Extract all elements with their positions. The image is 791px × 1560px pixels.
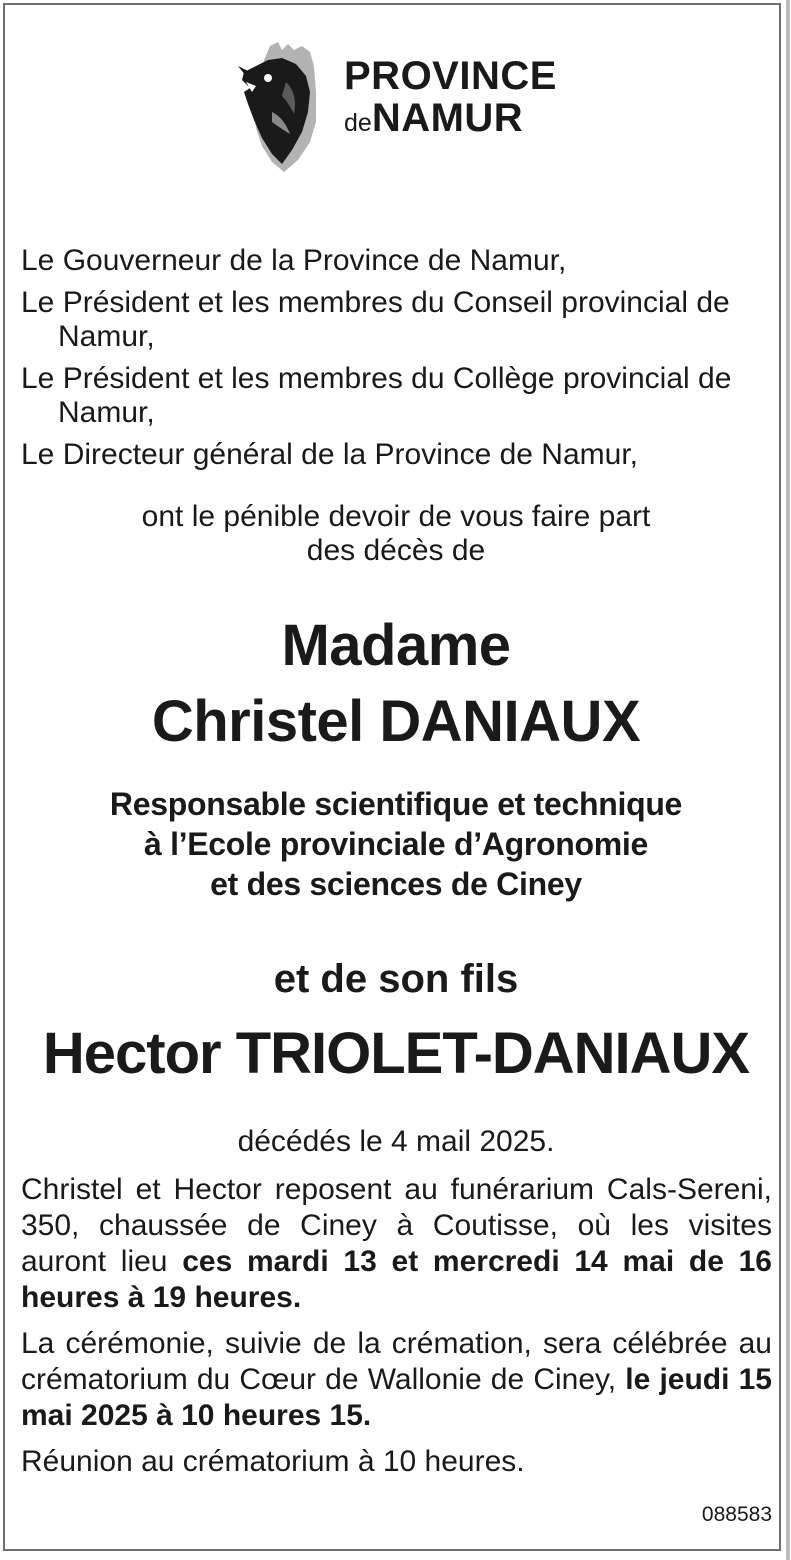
funeral-details (21, 1172, 772, 1490)
visit-text: Christel et Hector reposent au funérarium Cals-Sereni, 350, chaussée de Ciney à Coutisse, où les visites auront lieu (21, 1173, 772, 1278)
visit-times: ces mardi 13 et mercredi 14 mai de 16 heures à 19 heures. (21, 1245, 772, 1314)
logo-province-text: PROVINCE (344, 54, 557, 98)
deceased-son-intro: et de son fils (273, 957, 519, 1001)
signatory-provincial-college: Le Président et les membres du Collège provincial de Namur, (21, 362, 732, 429)
announcement (21, 500, 771, 568)
announcement-line-1: ont le pénible devoir de vous faire part (141, 500, 651, 533)
logo-namur-line (344, 98, 523, 147)
role-line-1: Responsable scientifique et technique (109, 786, 683, 822)
deceased-mother-role (21, 784, 771, 904)
meeting-paragraph: Réunion au crématorium à 10 heures. (21, 1445, 525, 1478)
announcement-line-2: des décès de (306, 534, 486, 567)
province-logo (232, 42, 562, 172)
role-line-3: et des sciences de Ciney (210, 866, 582, 902)
boar-head-crest-icon (232, 42, 332, 172)
signatory-governor: Le Gouverneur de la Province de Namur, (21, 244, 567, 277)
signatories-list (21, 244, 771, 480)
logo-namur-text: NAMUR (371, 96, 524, 140)
deceased-mother-title: Madame (281, 613, 511, 678)
role-line-2: à l’Ecole provinciale d’Agronomie (143, 826, 648, 862)
page-edge-rule (786, 0, 790, 1560)
ceremony-paragraph (21, 1326, 772, 1434)
reference-number: 088583 (701, 1503, 772, 1526)
deceased-mother (21, 608, 771, 760)
ceremony-text: La cérémonie, suivie de la crémation, sera célébrée au crématorium du Cœur de Wallonie de Ciney, (21, 1327, 772, 1396)
signatory-director-general: Le Directeur général de la Province de Namur, (21, 438, 638, 471)
date-of-death: décédés le 4 mail 2025. (237, 1125, 555, 1158)
deceased-mother-name: Christel DANIAUX (151, 689, 641, 754)
signatory-provincial-council: Le Président et les membres du Conseil provincial de Namur, (21, 286, 730, 353)
ceremony-date: le jeudi 15 mai 2025 à 10 heures 15. (21, 1363, 772, 1432)
deceased-son-name: Hector TRIOLET-DANIAUX (42, 1021, 750, 1086)
logo-de-text: de (344, 109, 372, 137)
visit-paragraph (21, 1172, 772, 1316)
